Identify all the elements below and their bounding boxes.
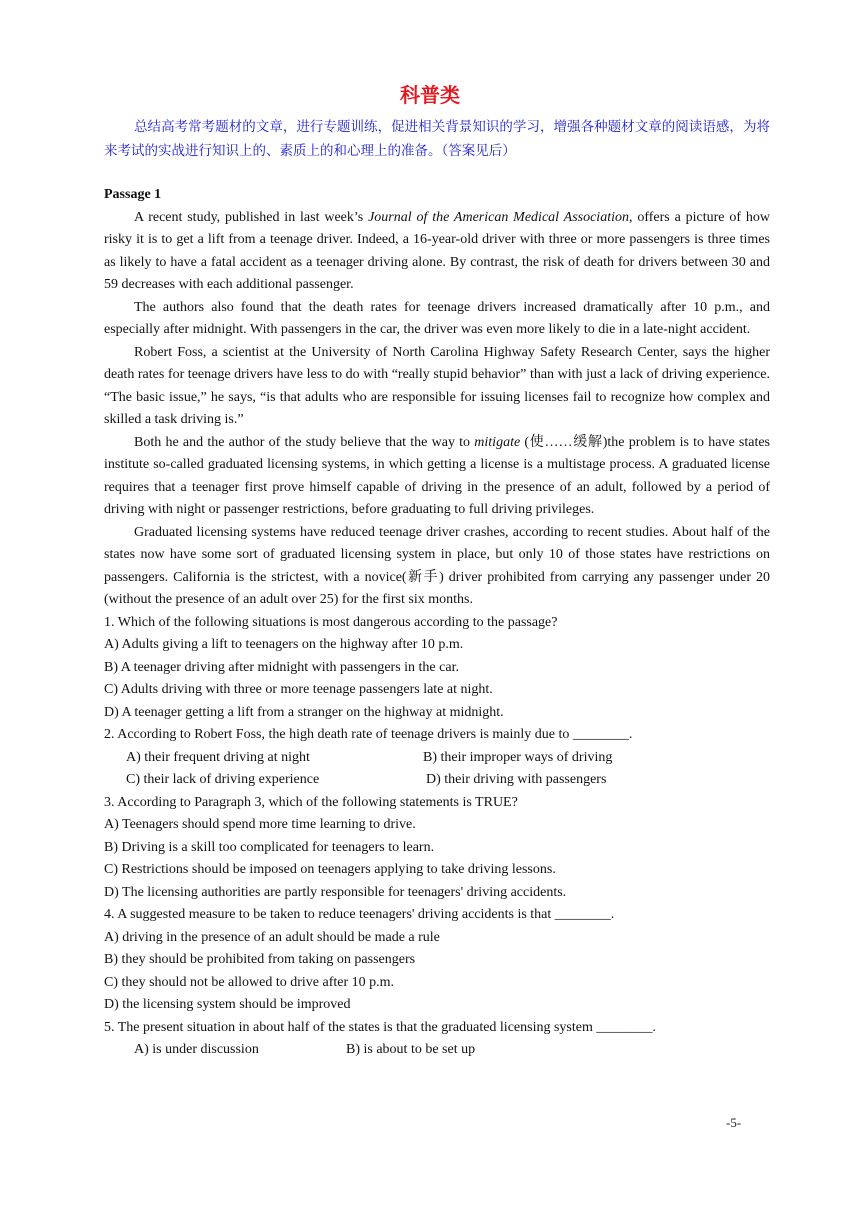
question-4-option-d: D) the licensing system should be improved [104, 997, 351, 1012]
question-2-stem: 2. According to Robert Foss, the high death rate of teenage drivers is mainly due to ________. [104, 727, 633, 742]
page-title: 科普类 [400, 83, 460, 107]
passage-paragraph-4: Both he and the author of the study believe that the way to mitigate (使……缓解)the problem is to have states institute so-called graduated licensing systems, in which getting a license is a multistage process. A graduated license requires that a teenager first prove himself capable of driving in the presence of an adult, followed by a period of driving with night or passenger restrictions, before graduating to full driving privileges. [104, 434, 771, 517]
question-3-option-b: B) Driving is a skill too complicated for teenagers to learn. [104, 839, 435, 855]
question-5-stem: 5. The present situation in about half of the states is that the graduated licensing system ________. [104, 1019, 656, 1035]
question-4-option-a: A) driving in the presence of an adult should be made a rule [104, 929, 440, 945]
question-1-stem: 1. Which of the following situations is most dangerous according to the passage? [104, 614, 558, 630]
question-4-stem: 4. A suggested measure to be taken to reduce teenagers' driving accidents is that ________. [104, 907, 615, 922]
question-1-option-b: B) A teenager driving after midnight with passengers in the car. [104, 659, 459, 675]
question-2-option-c: C) their lack of driving experience [126, 772, 320, 787]
question-2-option-b: B) their improper ways of driving [423, 749, 613, 765]
question-2-option-a: A) their frequent driving at night [126, 749, 310, 765]
question-2-option-d: D) their driving with passengers [426, 772, 607, 787]
glossed-word: mitigate [474, 434, 521, 450]
question-5-option-b: B) is about to be set up [346, 1042, 476, 1057]
question-5-options-row-1 [134, 1039, 770, 1062]
passage-paragraph-1: A recent study, published in last week’s Journal of the American Medical Association, offers a picture of how risky it is to get a lift from a teenage driver. Indeed, a 16-year-old driver with three or more passengers is three times as likely to have a fatal accident as a teenager driving alone. By contrast, the risk of death for drivers between 30 and 59 decreases with each additional passenger. [104, 209, 770, 292]
passage-paragraph-3: Robert Foss, a scientist at the University of North Carolina Highway Safety Research Center, says the higher death rates for teenage drivers have less to do with “really stupid behavior” than with just a lack of driving experience. “The basic issue,” he says, “is that adults who are responsible for issuing licenses fail to recognize how complex and skilled a task driving is.” [104, 344, 770, 427]
question-5-option-a: A) is under discussion [134, 1042, 259, 1057]
passage-paragraph-5: Graduated licensing systems have reduced teenage driver crashes, according to recent studies. About half of the states now have some sort of graduated licensing system in place, but only 10 of those states have restrictions on passengers. California is the strictest, with a novice(新手) driver prohibited from carrying any passenger under 20 (without the presence of an adult over 25) for the first six months. [104, 524, 770, 607]
question-3-option-a: A) Teenagers should spend more time learning to drive. [104, 817, 416, 832]
question-1-option-d: D) A teenager getting a lift from a stranger on the highway at midnight. [104, 704, 504, 720]
question-4-option-c: C) they should not be allowed to drive after 10 p.m. [104, 974, 395, 990]
page-number: -5- [726, 1115, 742, 1130]
question-1-option-c: C) Adults driving with three or more teenage passengers late at night. [104, 682, 493, 697]
question-3-option-c: C) Restrictions should be imposed on teenagers applying to take driving lessons. [104, 862, 556, 877]
passage-paragraph-2: The authors also found that the death rates for teenage drivers increased dramatically after 10 p.m., and especially after midnight. With passengers in the car, the driver was even more likely to die in a late-night accident. [104, 299, 770, 337]
question-3-option-d: D) The licensing authorities are partly responsible for teenagers' driving accidents. [104, 884, 567, 900]
passage-heading: Passage 1 [104, 187, 162, 202]
question-4-option-b: B) they should be prohibited from taking on passengers [104, 952, 416, 967]
question-2-options-row-1 [126, 747, 770, 770]
intro-paragraph: 总结高考常考题材的文章，进行专题训练，促进相关背景知识的学习，增强各种题材文章的阅读语感，为将来考试的实战进行知识上的、素质上的和心理上的准备。（答案见后） [104, 119, 770, 159]
question-1-option-a: A) Adults giving a lift to teenagers on the highway after 10 p.m. [104, 637, 464, 652]
passage-content [104, 184, 770, 1062]
journal-title: Journal of the American Medical Association [368, 209, 629, 225]
question-3-stem: 3. According to Paragraph 3, which of the following statements is TRUE? [104, 794, 518, 810]
question-2-options-row-2 [126, 769, 770, 792]
